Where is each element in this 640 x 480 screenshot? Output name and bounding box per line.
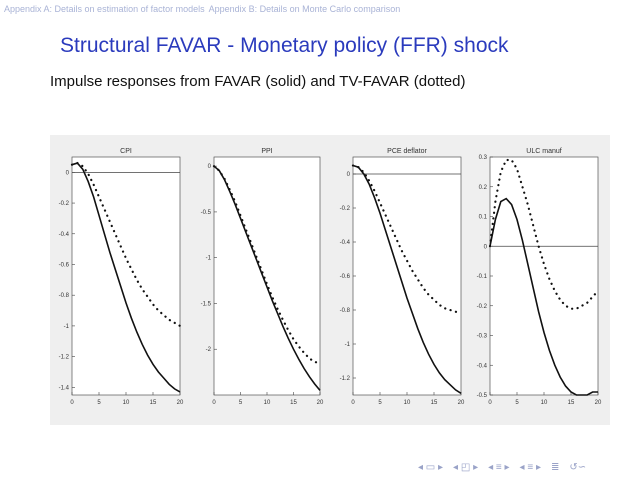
- x-tick-label: 10: [263, 400, 271, 406]
- x-tick-label: 10: [403, 400, 411, 406]
- y-tick-label: -1.5: [200, 301, 211, 308]
- chart-title: CPI: [120, 148, 132, 155]
- y-tick-label: -2: [205, 347, 211, 354]
- y-tick-label: 0.3: [478, 155, 487, 161]
- x-tick-label: 5: [378, 400, 382, 406]
- nav-frame-control[interactable]: ◂ ▭ ▸: [418, 462, 444, 473]
- x-tick-label: 15: [567, 400, 575, 406]
- y-tick-label: 0: [65, 170, 69, 177]
- nav-outline-icon[interactable]: ≣: [550, 462, 560, 473]
- x-tick-label: 15: [149, 400, 157, 406]
- y-tick-label: -1.4: [58, 385, 69, 392]
- x-tick-label: 20: [594, 400, 602, 406]
- y-tick-label: 0: [483, 244, 487, 251]
- nav-appendix-control[interactable]: ◂ ≡ ▸: [519, 462, 541, 473]
- y-tick-label: -0.1: [476, 274, 487, 280]
- y-tick-label: -1.2: [58, 354, 69, 361]
- x-tick-label: 0: [212, 400, 216, 406]
- y-tick-label: -1: [344, 342, 350, 348]
- chart-title: ULC manuf: [526, 148, 562, 155]
- y-tick-label: -0.2: [339, 206, 350, 212]
- x-tick-label: 0: [351, 400, 355, 406]
- x-tick-label: 15: [430, 400, 438, 406]
- x-tick-label: 10: [540, 400, 548, 406]
- y-tick-label: -0.5: [200, 209, 211, 216]
- y-tick-label: -0.8: [58, 293, 69, 300]
- breadcrumb-appendix-b[interactable]: Appendix B: Details on Monte Carlo comparison: [208, 4, 401, 14]
- x-tick-label: 0: [70, 400, 74, 406]
- y-tick-label: 0: [346, 172, 350, 178]
- y-tick-label: -1: [205, 255, 211, 262]
- x-tick-label: 5: [97, 400, 101, 406]
- chart-plot-area: [72, 157, 180, 395]
- y-tick-label: -1.2: [339, 376, 350, 382]
- y-tick-label: 0: [207, 164, 211, 171]
- y-tick-label: -0.4: [339, 240, 350, 246]
- x-tick-label: 5: [238, 400, 243, 406]
- y-tick-label: -0.4: [476, 363, 487, 370]
- nav-section-control[interactable]: ◂ ≡ ▸: [488, 462, 510, 473]
- x-tick-label: 0: [488, 400, 492, 406]
- y-tick-label: -1: [63, 323, 69, 330]
- x-tick-label: 20: [176, 400, 184, 406]
- y-tick-label: -0.6: [58, 262, 69, 269]
- nav-search-icon[interactable]: ↺∽: [569, 462, 587, 473]
- y-tick-label: 0.2: [478, 184, 487, 191]
- breadcrumb-appendix-a[interactable]: Appendix A: Details on estimation of factor models: [4, 4, 205, 14]
- y-tick-label: -0.5: [476, 393, 487, 399]
- nav-subsection-control[interactable]: ◂ ◰ ▸: [453, 462, 479, 473]
- impulse-response-charts: [50, 135, 610, 425]
- y-tick-label: 0.1: [478, 214, 487, 221]
- chart-title: PPI: [261, 148, 273, 155]
- x-tick-label: 15: [290, 400, 297, 406]
- y-tick-label: -0.4: [58, 231, 69, 238]
- chart-plot-area: [490, 157, 598, 395]
- impulse-response-figure: [50, 135, 610, 425]
- y-tick-label: -0.2: [476, 303, 487, 310]
- chart-title: PCE deflator: [387, 148, 427, 155]
- x-tick-label: 10: [122, 400, 130, 406]
- slide-subtitle: Impulse responses from FAVAR (solid) and TV-FAVAR (dotted): [50, 73, 466, 90]
- chart-plot-area: [353, 157, 461, 395]
- slide-title: Structural FAVAR - Monetary policy (FFR) shock: [60, 34, 509, 57]
- y-tick-label: -0.2: [58, 201, 69, 208]
- y-tick-label: -0.8: [339, 308, 350, 314]
- x-tick-label: 20: [457, 400, 465, 406]
- y-tick-label: -0.6: [339, 274, 350, 280]
- breadcrumb: [4, 4, 464, 15]
- x-tick-label: 5: [515, 400, 519, 406]
- x-tick-label: 20: [316, 400, 324, 406]
- y-tick-label: -0.3: [476, 333, 487, 340]
- slide-navigation: [418, 462, 586, 473]
